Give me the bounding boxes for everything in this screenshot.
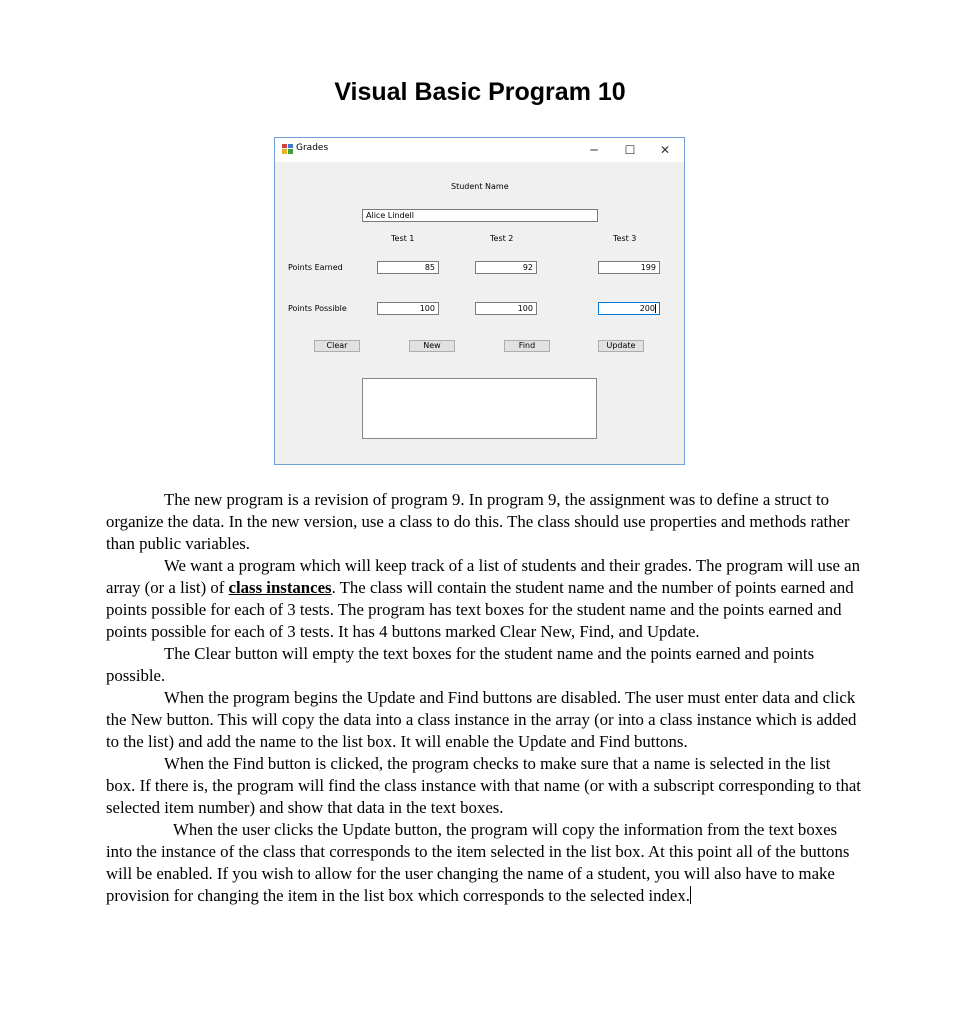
text-caret xyxy=(655,304,656,313)
test3-possible-input[interactable] xyxy=(598,302,660,315)
test1-possible-input[interactable]: 100 xyxy=(377,302,439,315)
paragraph-6 xyxy=(106,819,861,907)
test2-earned-input[interactable]: 92 xyxy=(475,261,537,274)
find-button[interactable]: Find xyxy=(504,340,550,352)
test3-label: Test 3 xyxy=(613,234,637,243)
paragraph-1: The new program is a revision of program 9. In program 9, the assignment was to define a struct to organize the data. In the new version, use a class to do this. The class should use properties and methods rather than public variables. xyxy=(106,490,850,553)
maximize-icon[interactable]: ☐ xyxy=(624,143,636,157)
app-icon xyxy=(282,144,293,154)
student-name-label: Student Name xyxy=(451,182,509,191)
paragraph-2-end: . The class will contain the student name and the number of points earned and points possible for each of 3 tests. The program has text boxes for the student name and the points earned and points possible for each of 3 tests. It has 4 buttons marked Clear New, Find, and Update. xyxy=(106,578,854,641)
paragraph-4: When the program begins the Update and Find buttons are disabled. The user must enter data and click the New button. This will copy the data into a class instance in the array (or into a class instance which is added to the list) and add the name to the list box. It will enable the Update and Find buttons. xyxy=(106,688,857,751)
document-title: Visual Basic Program 10 xyxy=(334,78,626,106)
update-button[interactable]: Update xyxy=(598,340,644,352)
paragraph-3: The Clear button will empty the text boxes for the student name and the points earned and points possible. xyxy=(106,644,815,685)
points-earned-label: Points Earned xyxy=(288,263,343,272)
paragraph-2 xyxy=(106,555,861,643)
test2-label: Test 2 xyxy=(490,234,514,243)
clear-button[interactable]: Clear xyxy=(314,340,360,352)
points-possible-label: Points Possible xyxy=(288,304,347,313)
test1-earned-input[interactable]: 85 xyxy=(377,261,439,274)
window-title: Grades xyxy=(296,143,329,153)
title-bar xyxy=(275,138,684,162)
test3-earned-input[interactable]: 199 xyxy=(598,261,660,274)
paragraph-6-text: When the user clicks the Update button, the program will copy the information from the text boxes into the instance of the class that corresponds to the item selected in the list box. At this point all of the buttons will be enabled. If you wish to allow for the user changing the name of a student, you will also have to make provision for changing the item in the list box which corresponds to the selected index. xyxy=(106,820,850,905)
student-listbox[interactable] xyxy=(362,378,597,439)
document-caret xyxy=(690,886,691,904)
test3-possible-value: 200 xyxy=(639,304,655,313)
class-instances-emphasis: class instances xyxy=(228,578,332,597)
new-button[interactable]: New xyxy=(409,340,455,352)
body-text xyxy=(106,489,861,907)
grades-window xyxy=(274,137,685,465)
minimize-icon[interactable]: ─ xyxy=(590,143,598,157)
test1-label: Test 1 xyxy=(391,234,415,243)
test2-possible-input[interactable]: 100 xyxy=(475,302,537,315)
close-icon[interactable]: ✕ xyxy=(659,143,671,157)
paragraph-5: When the Find button is clicked, the program checks to make sure that a name is selected in the list box. If there is, the program will find the class instance with that name (or with a subscript corresponding to that selected item number) and show that data in the text boxes. xyxy=(106,754,861,817)
student-name-input[interactable]: Alice Lindell xyxy=(362,209,598,222)
paragraph-2-start: We want a program which will keep track of a list of students and their grades. The program will use an array (or a list) of xyxy=(106,556,860,597)
